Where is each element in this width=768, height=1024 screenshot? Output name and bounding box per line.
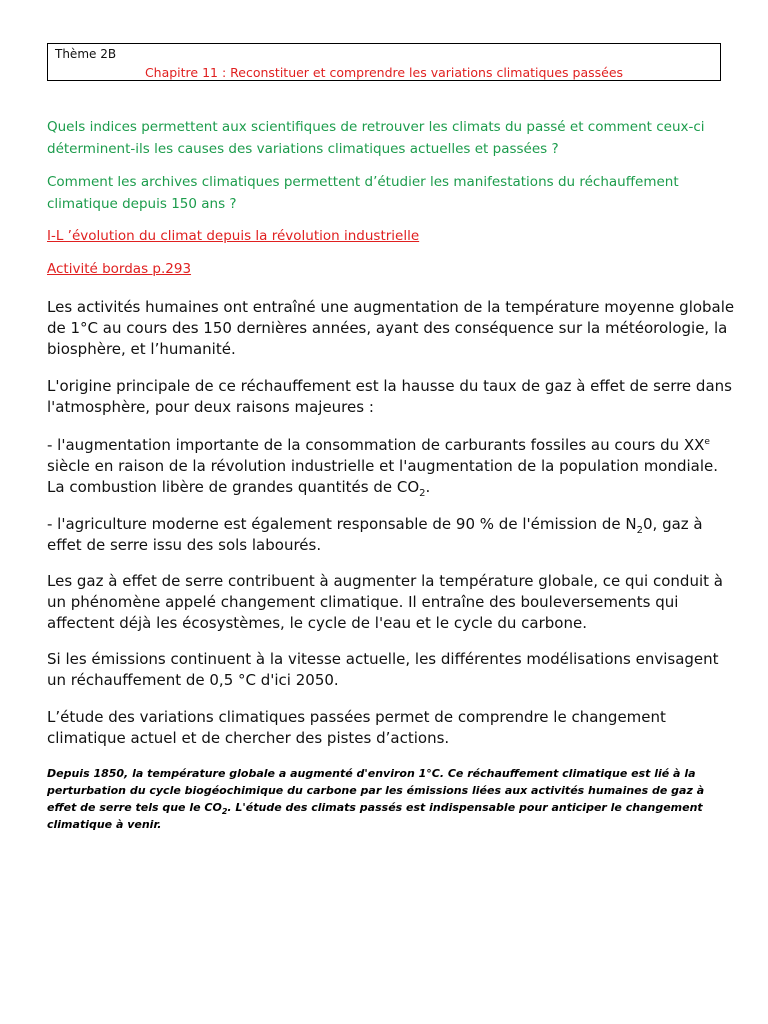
- summary-box: [47, 765, 727, 833]
- paragraph-3-text-c: .: [425, 478, 431, 496]
- chapter-title: Chapitre 11 : Reconstituer et comprendre les variations climatiques passées: [144, 65, 624, 80]
- n2o-subscript: 2: [636, 525, 643, 536]
- summary-text-b: . L'étude des climats passés est indispensable pour anticiper le changement climatique à venir.: [47, 801, 703, 831]
- co2-subscript: 2: [419, 488, 426, 499]
- century-superscript: e: [704, 437, 710, 447]
- chapter-header-box: [47, 43, 721, 81]
- paragraph-4-text-b: 0, gaz à effet de serre issu des sols labourés.: [47, 515, 703, 554]
- paragraph-3: [47, 435, 737, 498]
- guiding-question-2: Comment les archives climatiques permettent d’étudier les manifestations du réchauffement climatique depuis 150 ans ?: [47, 174, 679, 212]
- paragraph-5: Les gaz à effet de serre contribuent à augmenter la température globale, ce qui conduit à un phénomène appelé changement climatique. Il entraîne des bouleversements qui affectent déjà les écosystèmes, le cycle de l'eau et le cycle du carbone.: [47, 572, 723, 632]
- paragraph-3-text-a: - l'augmentation importante de la consommation de carburants fossiles au cours du XX: [47, 436, 705, 454]
- paragraph-6: Si les émissions continuent à la vitesse actuelle, les différentes modélisations envisagent un réchauffement de 0,5 °C d'ici 2050.: [47, 650, 719, 689]
- summary-text-a: Depuis 1850, la température globale a augmenté d'environ 1°C. Ce réchauffement climatique est lié à la perturbation du cycle biogéochimique du carbone par les émissions liées aux activités humaines de gaz à effet de serre tels que le CO: [47, 767, 705, 814]
- summary-co2-subscript: 2: [221, 807, 228, 817]
- guiding-question-1: Quels indices permettent aux scientifiques de retrouver les climats du passé et comment ceux-ci déterminent-ils les causes des variations climatiques actuelles et passées ?: [47, 119, 705, 157]
- paragraph-2: L'origine principale de ce réchauffement est la hausse du taux de gaz à effet de serre dans l'atmosphère, pour deux raisons majeures :: [47, 377, 732, 416]
- paragraph-1: Les activités humaines ont entraîné une augmentation de la température moyenne globale de 1°C au cours des 150 dernières années, ayant des conséquence sur la météorologie, la biosphère, et l’humanité.: [47, 298, 735, 358]
- theme-label: Thème 2B: [55, 47, 117, 61]
- paragraph-3-text-b: siècle en raison de la révolution industrielle et l'augmentation de la population mondiale. La combustion libère de grandes quantités de CO: [47, 457, 719, 496]
- paragraph-4-text-a: - l'agriculture moderne est également responsable de 90 % de l'émission de N: [47, 515, 637, 533]
- section-title: I-L ’évolution du climat depuis la révolution industrielle: [47, 228, 420, 244]
- paragraph-4: [47, 514, 737, 556]
- activity-reference: Activité bordas p.293: [47, 261, 192, 277]
- paragraph-7: L’étude des variations climatiques passées permet de comprendre le changement climatique actuel et de chercher des pistes d’actions.: [47, 708, 666, 747]
